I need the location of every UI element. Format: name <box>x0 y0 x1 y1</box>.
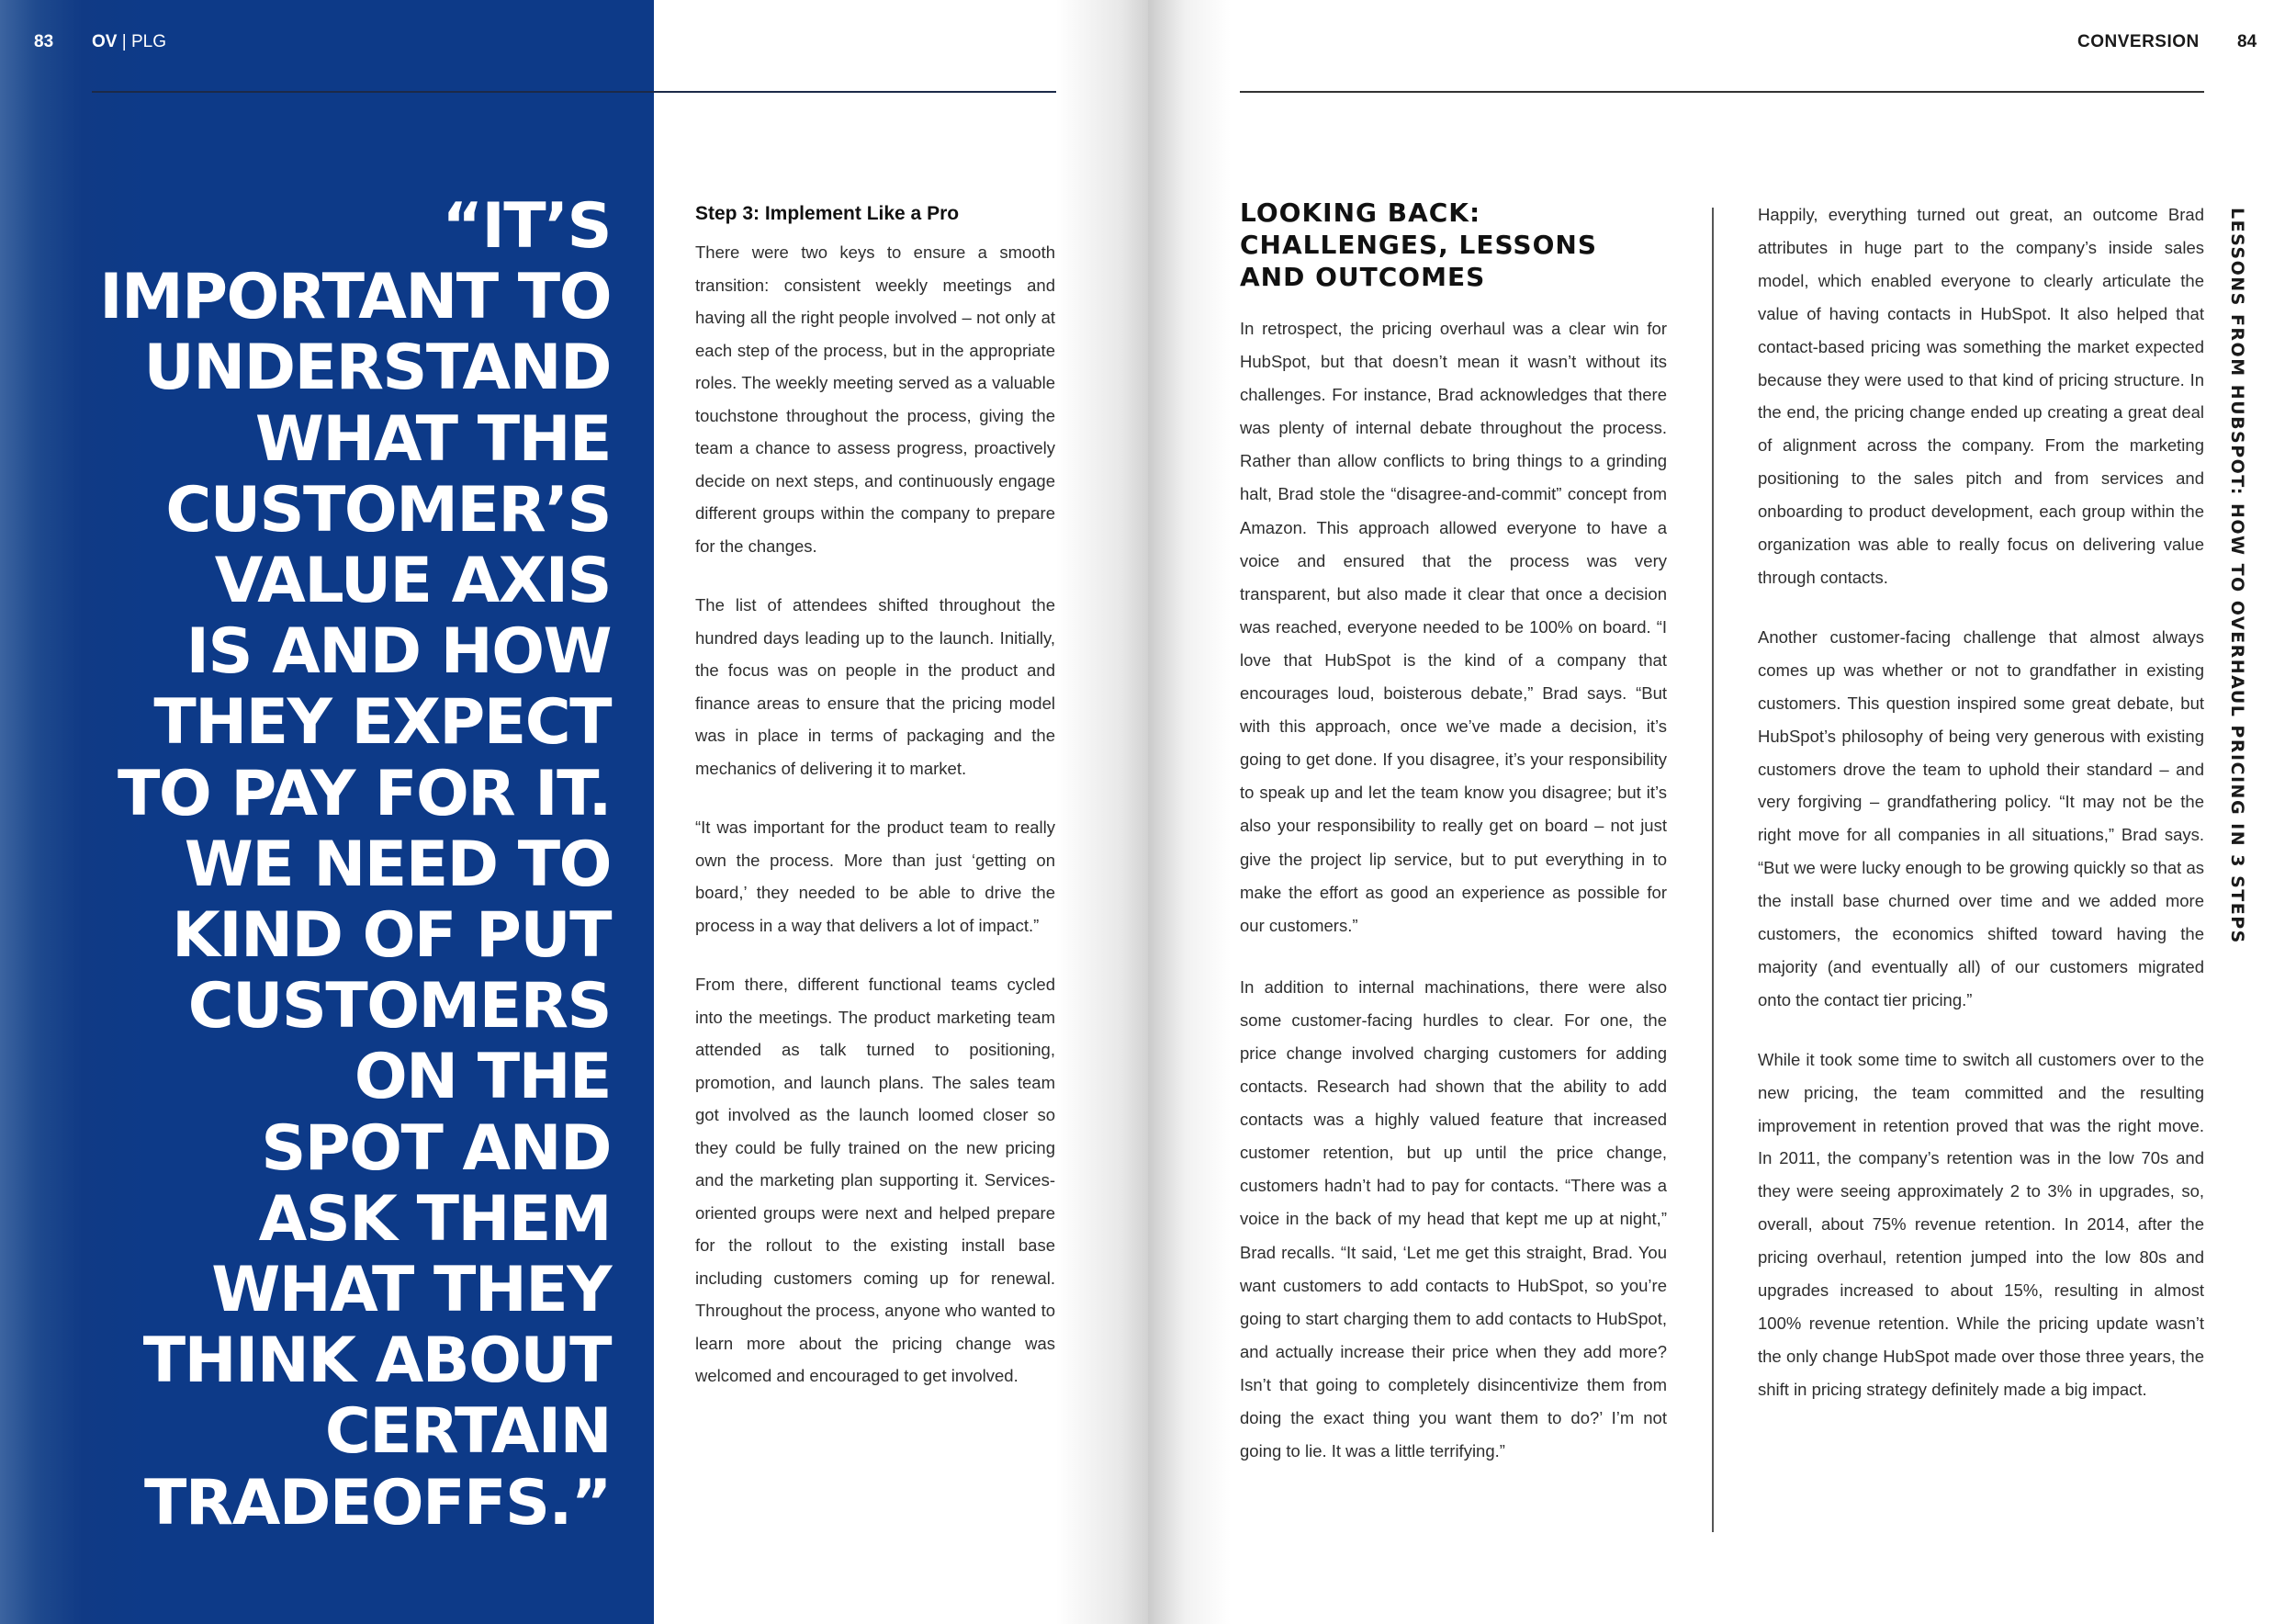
pull-quote-line: ASK THEM <box>258 1182 611 1256</box>
right-text-column <box>1758 198 2204 1433</box>
body-paragraph: Another customer-facing challenge that almost always comes up was whether or not to grandfather in existing customers. This question inspired some great debate, but HubSpot’s philosophy of being very generous with existing customers drove the team to uphold their standard – and very forgiving – grandfathering policy. “It may not be the right move for all companies in all situations,” Brad says. “But we were lucky enough to be growing quickly so that as the install base churned over time and we added more customers, the economics shifted toward having the majority (and eventually all) of our customers migrated onto the contact tier pricing.” <box>1758 626 2204 1009</box>
pull-quote-line: CUSTOMER’S <box>165 473 611 547</box>
vertical-article-title: LESSONS FROM HUBSPOT: HOW TO OVERHAUL PRICING IN 3 STEPS <box>2227 208 2247 944</box>
step-heading: Step 3: Implement Like a Pro <box>695 203 960 224</box>
section-title-line: CHALLENGES, LESSONS <box>1240 230 1598 260</box>
pull-quote-line: TRADEOFFS.” <box>144 1466 611 1539</box>
gutter-shadow-right <box>1148 0 1231 1624</box>
page-number-right: 84 <box>2237 32 2257 51</box>
pull-quote <box>55 191 611 1539</box>
header-brand: OV <box>92 32 118 51</box>
pull-quote-line: TO PAY FOR IT. <box>118 757 611 830</box>
body-paragraph: The list of attendees shifted throughout the hundred days leading up to the launch. Initially, the focus was on people in the product and finance areas to ensure that the pricing model was in place in terms of packaging and the mechanics of delivering it to market. <box>695 595 1055 778</box>
body-paragraph: “It was important for the product team to really own the process. More than just ‘getting on board,’ they needed to be able to drive the process in a way that delivers a lot of impact.” <box>695 818 1055 935</box>
pull-quote-line: IS AND HOW <box>186 615 611 689</box>
header-rule-right <box>1240 91 2204 93</box>
section-title-line: LOOKING BACK: <box>1240 197 1481 228</box>
pull-quote-line: SPOT AND <box>261 1111 611 1185</box>
pull-quote-line: ON THE <box>354 1041 611 1114</box>
body-paragraph: Happily, everything turned out great, an outcome Brad attributes in huge part to the company’s inside sales model, which enabled everyone to clearly articulate the value of having contacts in HubSpot. It also helped that contact-based pricing was something the market expected because they were used to that kind of pricing structure. In the end, the pricing change ended up creating a great deal of alignment across the company. From the marketing positioning to the sales pitch and from services and onboarding to product development, each group within the organization was able to really focus on delivering value through contacts. <box>1758 205 2204 587</box>
body-paragraph: While it took some time to switch all customers over to the new pricing, the team committed and the resulting improvement in retention proved that was the right move. In 2011, the company’s retention was in the low 70s and they were seeing approximately 2 to 3% in upgrades, so, overall, about 75% revenue retention. In 2014, after the pricing overhaul, retention jumped into the low 80s and upgrades increased to about 15%, resulting in almost 100% revenue retention. While the pricing update wasn’t the only change HubSpot made over those three years, the shift in pricing strategy definitely made a big impact. <box>1758 1049 2204 1399</box>
body-paragraph: From there, different functional teams cycled into the meetings. The product marketing team attended as talk turned to positioning, promotion, and launch plans. The sales team got involved as the launch loomed closer so they could be fully trained on the new pricing and the marketing plan supporting it. Services-oriented groups were next and helped prepare for the rollout to the existing install base including customers coming up for renewal. Throughout the process, anyone who wanted to learn more about the pricing change was welcomed and encouraged to get involved. <box>695 975 1055 1385</box>
pull-quote-line: VALUE AXIS <box>214 545 611 618</box>
pull-quote-line: WHAT THE <box>254 402 611 476</box>
header-section-left: PLG <box>130 32 166 51</box>
body-paragraph: There were two keys to ensure a smooth transition: consistent weekly meetings and having all the right people involved – not only at each step of the process, but in the appropriate roles. The weekly meeting served as a valuable touchstone throughout the process, giving the team a chance to assess progress, proactively decide on next steps, and continuously engage different groups within the company to prepare for the changes. <box>695 242 1055 556</box>
pull-quote-line: WE NEED TO <box>184 828 611 901</box>
pull-quote-line: THINK ABOUT <box>142 1325 611 1398</box>
center-text-column <box>1240 312 1667 1496</box>
pull-quote-line: CERTAIN <box>324 1395 611 1469</box>
left-text-column <box>695 197 1055 1419</box>
pull-quote-line: WHAT THEY <box>211 1254 611 1327</box>
column-divider <box>1712 208 1714 1532</box>
page-number-left: 83 <box>34 32 54 51</box>
pull-quote-line: UNDERSTAND <box>143 332 611 405</box>
gutter-shadow-left <box>1056 0 1148 1624</box>
pull-quote-line: “IT’S <box>442 190 611 263</box>
pull-quote-line: CUSTOMERS <box>187 970 611 1043</box>
body-paragraph: In addition to internal machinations, there were also some customer-facing hurdles to clear. For one, the price change involved charging customers for adding contacts. Research had shown that the ability to add contacts was a highly valued feature that increased customer retention, but up until the price change, customers hadn’t had to pay for contacts. “There was a voice in the back of my head that kept me up at night,” Brad recalls. “It said, ‘Let me get this straight, Brad. You want customers to add contacts to HubSpot, so you’re going to start charging them to add contacts to HubSpot, and actually increase their price when they add more? Isn’t that going to completely disincentivize them from doing the exact thing you want them to do?’ I’m not going to lie. It was a little terrifying.” <box>1240 976 1667 1461</box>
running-header-right: CONVERSION <box>2077 32 2200 51</box>
pull-quote-line: THEY EXPECT <box>153 686 611 760</box>
section-title-line: AND OUTCOMES <box>1240 262 1486 292</box>
pull-quote-line: IMPORTANT TO <box>99 261 611 334</box>
body-paragraph: In retrospect, the pricing overhaul was a clear win for HubSpot, but that doesn’t mean it wasn’t without its challenges. For instance, Brad acknowledges that there was plenty of internal debate throughout the process. Rather than allow conflicts to bring things to a grinding halt, Brad stole the “disagree-and-commit” concept from Amazon. This approach allowed everyone to have a voice and ensured that the process was very transparent, but also made it clear that once a decision was reached, everyone needed to be 100% on board. “I love that HubSpot is the kind of a company that encourages loud, boisterous debate,” Brad says. “But with this approach, once we’ve made a decision, it’s going to get done. If you disagree, it’s your responsibility to speak up and let the team know you disagree; but it’s also your responsibility to really get on board – not just give the project lip service, but to put everything in to make the effort as good an experience as possible for our customers.” <box>1240 319 1667 935</box>
section-title <box>1240 197 1626 293</box>
running-header-left <box>92 32 166 52</box>
header-separator: | <box>117 32 131 51</box>
header-rule-left <box>92 91 1056 93</box>
pull-quote-line: KIND OF PUT <box>172 899 611 973</box>
